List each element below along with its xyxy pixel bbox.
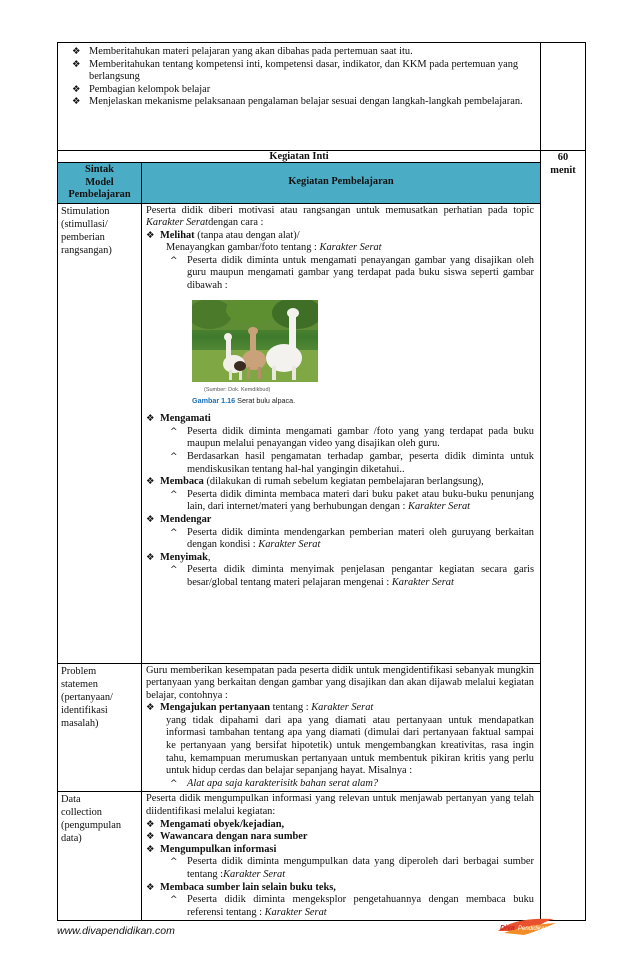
melihat-subitem: ^ Peserta didik diminta untuk mengamati penayangan gambar yang disajikan oleh guru maupun mengamati gambar yang terdapat pada buku siswa seperti gambar dibawah : — [170, 254, 534, 292]
data-item-1: ❖ Mengamati obyek/kejadian, — [146, 818, 285, 830]
mendengar-subitem: ^ Peserta didik diminta mendengarkan pemberian materi oleh guruyang berkaitan dengan kondisi : Karakter Serat — [170, 526, 534, 551]
melihat-item: ❖ Melihat (tanpa atau dengan alat)/ — [146, 229, 300, 241]
top-bullet-2: ❖ Memberitahukan tentang kompetensi inti, kompetensi dasar, indikator, dan KKM pada pertemuan yang berlangsung — [72, 58, 519, 83]
membaca-item: ❖ Membaca (dilakukan di rumah sebelum kegiatan pembelajaran berlangsung), — [146, 476, 484, 488]
photo-source: (Sumber: Dok. Kemdikbud) — [204, 386, 271, 393]
mengajukan-body: yang tidak dipahami dari apa yang diamati atau pertanyaan untuk mendapatkan informasi tambahan tentang apa yang diamati (dimulai dari pertanyaan faktual sampai ke pertanyaan yang bersifat hipotetik) untuk mengembangkan kreativitas, rasa ingin tahu, kemampuan merumuskan pertanyaan untuk membentuk pikiran kritis yang perlu untuk hidup cerdas dan belajar sepanjang hayat. Misalnya : — [166, 714, 534, 777]
column-header-activities: Kegiatan Pembelajaran — [142, 163, 541, 204]
activity-data-collection — [142, 792, 541, 921]
duration-value: 60 — [557, 152, 569, 163]
svg-text:Pendidikan: Pendidikan — [518, 926, 548, 932]
diamond-bullet-icon: ❖ — [72, 96, 81, 108]
data-item-4-sub: ^ Peserta didik diminta mengeksplor pengetahuannya dengan membaca buku referensi tentang : Karakter Serat — [170, 894, 534, 918]
arrow-bullet-icon: ^ — [170, 895, 178, 906]
column-header-syntax: Sintak Model Pembelajaran — [58, 163, 142, 204]
top-bullet-1: ❖ Memberitahukan materi pelajaran yang akan dibahas pada pertemuan saat itu. — [72, 46, 413, 57]
problem-example: ^ Alat apa saja karakterisitk bahan serat alam? — [170, 777, 379, 789]
duration-unit: menit — [550, 164, 576, 176]
mengamati-subitem-2: ^ Berdasarkan hasil pengamatan terhadap gambar, peserta didik diminta untuk mendiskusikan tentang hal-hal yangingin diketahui.. — [170, 451, 534, 475]
menyimak-subitem: ^ Peserta didik diminta menyimak penjelasan pengantar kegiatan secara garis besar/global tentang materi pelajaran mengenai : Karakter Serat — [170, 564, 534, 588]
diamond-bullet-icon: ❖ — [146, 551, 155, 563]
arrow-bullet-icon: ^ — [170, 778, 178, 789]
diamond-bullet-icon: ❖ — [146, 702, 155, 714]
syntax-problem-statement: Problem statemen (pertanyaan/ identifikasi masalah) — [58, 663, 142, 792]
diamond-bullet-icon: ❖ — [72, 46, 81, 57]
membaca-subitem: ^ Peserta didik diminta membaca materi dari buku paket atau buku-buku penunjang lain, dari internet/materi yang berhubungan dengan : Karakter Serat — [170, 488, 534, 513]
empty-time-cell — [541, 43, 586, 151]
arrow-bullet-icon: ^ — [170, 857, 178, 868]
alpaca-illustration — [192, 300, 318, 382]
diamond-bullet-icon: ❖ — [146, 476, 155, 488]
arrow-bullet-icon: ^ — [170, 452, 178, 463]
syntax-stimulation: Stimulation (stimullasi/ pemberian rangsangan) — [58, 203, 142, 663]
diamond-bullet-icon: ❖ — [146, 229, 155, 241]
diamond-bullet-icon: ❖ — [146, 881, 155, 893]
arrow-bullet-icon: ^ — [170, 426, 178, 437]
diamond-bullet-icon: ❖ — [146, 843, 155, 855]
mengamati-subitem-1: ^ Peserta didik diminta mengamati gambar /foto yang yang terdapat pada buku maupun melalui penayangan video yang disajikan oleh guru. — [170, 425, 534, 450]
diamond-bullet-icon: ❖ — [72, 58, 81, 70]
activity-problem-statement — [142, 663, 541, 792]
diamond-bullet-icon: ❖ — [72, 83, 81, 95]
duration-cell — [541, 151, 586, 921]
stimulation-intro: Peserta didik diberi motivasi atau rangsangan untuk memusatkan perhatian pada topic Karakter Seratdengan cara : — [146, 204, 534, 229]
mendengar-item: ❖ Mendengar — [146, 514, 212, 525]
diamond-bullet-icon: ❖ — [146, 818, 155, 830]
mengajukan-item: ❖ Mengajukan pertanyaan tentang : Karakter Serat — [146, 702, 374, 714]
data-item-3-sub: ^ Peserta didik diminta mengumpulkan data yang diperoleh dari berbagai sumber tentang :Karakter Serat — [170, 856, 534, 880]
data-item-4: ❖ Membaca sumber lain selain buku teks, — [146, 881, 336, 893]
arrow-bullet-icon: ^ — [170, 255, 178, 266]
syntax-data-collection: Data collection (pengumpulan data) — [58, 792, 142, 921]
svg-text:Diva: Diva — [500, 925, 515, 932]
data-item-3: ❖ Mengumpulkan informasi — [146, 843, 277, 855]
diamond-bullet-icon: ❖ — [146, 514, 155, 525]
top-bullet-3: ❖ Pembagian kelompok belajar — [72, 83, 211, 95]
opening-activities-cell — [58, 43, 541, 151]
alpaca-figure — [192, 300, 318, 406]
diamond-bullet-icon: ❖ — [146, 413, 155, 425]
menayangkan-line: Menayangkan gambar/foto tentang : Karakter Serat — [166, 242, 382, 254]
photo-caption: Gambar 1.16 Serat bulu alpaca. — [192, 396, 296, 406]
arrow-bullet-icon: ^ — [170, 527, 178, 538]
mengamati-item: ❖ Mengamati — [146, 413, 211, 425]
alpaca-photo — [192, 300, 318, 382]
activity-stimulation — [142, 203, 541, 663]
diva-pendidikan-logo — [494, 915, 560, 937]
arrow-bullet-icon: ^ — [170, 565, 178, 576]
arrow-bullet-icon: ^ — [170, 489, 178, 500]
menyimak-item: ❖ Menyimak, — [146, 551, 211, 563]
problem-intro: Guru memberikan kesempatan pada peserta didik untuk mengidentifikasi sebanyak mungkin pertanyaan yang berkaitan dengan gambar yang disajikan dan akan dijawab melalui kegiatan belajar, contohnya : — [146, 664, 534, 701]
lesson-plan-table — [57, 42, 586, 921]
data-item-2: ❖ Wawancara dengan nara sumber — [146, 831, 308, 843]
data-intro: Peserta didik mengumpulkan informasi yang relevan untuk menjawab pertanyan yang telah diidentifikasi melalui kegiatan: — [146, 793, 534, 818]
kegiatan-inti-heading: Kegiatan Inti — [58, 151, 541, 163]
footer-url-link[interactable]: www.divapendidikan.com — [57, 925, 175, 937]
top-bullet-4: ❖ Menjelaskan mekanisme pelaksanaan pengalaman belajar sesuai dengan langkah-langkah pembelajaran. — [72, 96, 523, 108]
diamond-bullet-icon: ❖ — [146, 831, 155, 843]
